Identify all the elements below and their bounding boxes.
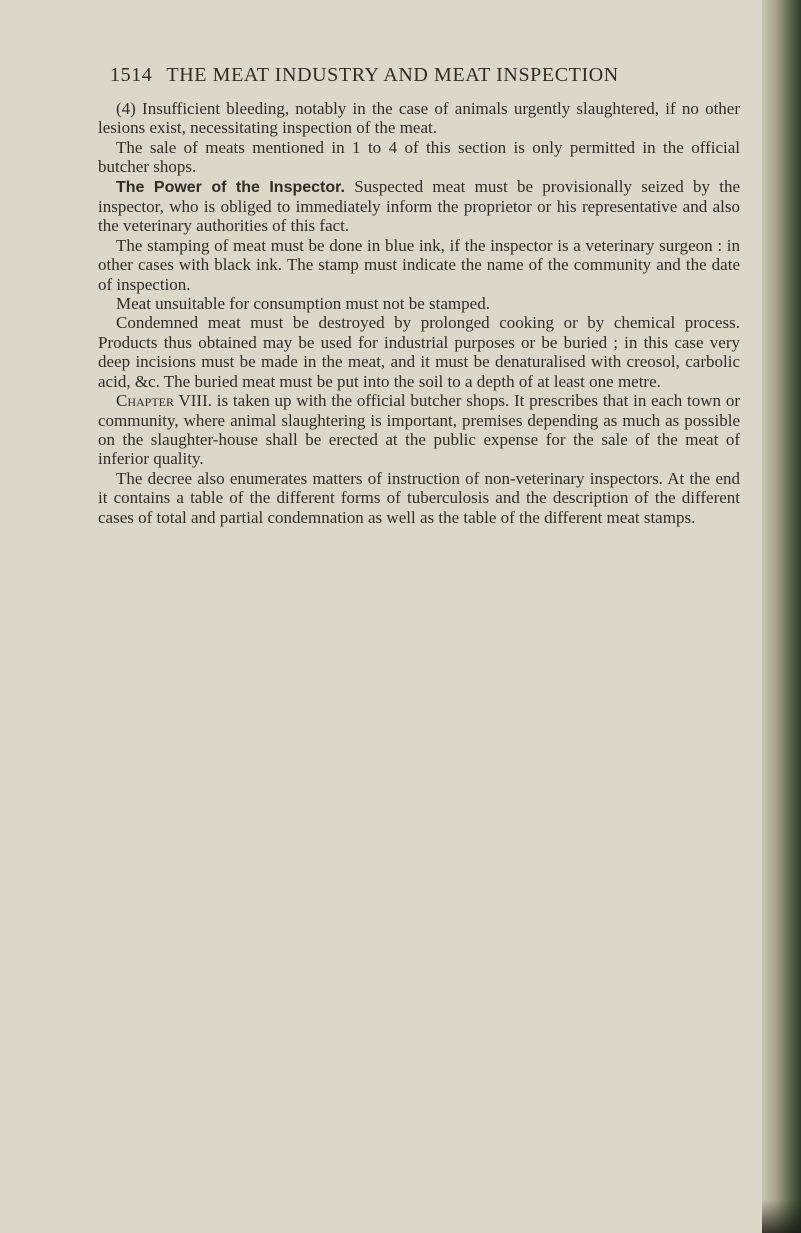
page-corner-shadow xyxy=(762,1200,801,1233)
chapter-label: Chapter xyxy=(116,391,175,411)
paragraph-stamping: The stamping of meat must be done in blue ink, if the inspector is a veterinary surgeon : in other cases with black ink. The stamp must indicate the name of the community and the date of inspection. xyxy=(98,235,740,294)
paragraph-unsuitable-meat: Meat unsuitable for consumption must not be stamped. xyxy=(116,294,490,314)
sidehead-power-of-inspector: The Power of the Inspector. xyxy=(116,178,345,196)
running-title: THE MEAT INDUSTRY AND MEAT INSPECTION xyxy=(166,64,619,86)
paragraph-insufficient-bleeding: (4) Insufficient bleeding, notably in the case of animals urgently slaughtered, if no other lesions exist, necessitating inspection of the meat. xyxy=(98,99,740,138)
paragraph-power-of-inspector-text: Suspected meat must be provisionally seized by the inspector, who is obliged to immediately inform the proprietor or his representative and also the veterinary authorities of this fact. xyxy=(98,176,740,236)
paragraph-decree: The decree also enumerates matters of instruction of non-veterinary inspectors. At the end it contains a table of the different forms of tuberculosis and the description of the different cases of total and partial condemnation as well as the table of the different meat stamps. xyxy=(98,468,740,527)
page-number: 1514 xyxy=(110,64,153,86)
running-header xyxy=(110,64,750,94)
paragraph-chapter-viii-text: VIII. is taken up with the official butcher shops. It prescribes that in each town or community, where animal slaughtering is important, premises depending as much as possible on the slaughter-house shall be erected at the public expense for the sale of the meat of inferior quality. xyxy=(98,391,740,469)
paragraph-condemned-meat: Condemned meat must be destroyed by prolonged cooking or by chemical process. Products thus obtained may be used for industrial purposes or be buried ; in this case very deep incisions must be made in the meat, and it must be denaturalised with creosol, carbolic acid, &c. The buried meat must be put into the soil to a depth of at least one metre. xyxy=(98,313,740,391)
body-text xyxy=(98,99,740,527)
paragraph-sale-of-meats: The sale of meats mentioned in 1 to 4 of this section is only permitted in the official butcher shops. xyxy=(98,137,740,177)
paragraph-chapter-viii xyxy=(98,391,740,469)
paragraph-power-of-inspector xyxy=(98,177,740,236)
page-edge-shadow xyxy=(762,0,801,1233)
